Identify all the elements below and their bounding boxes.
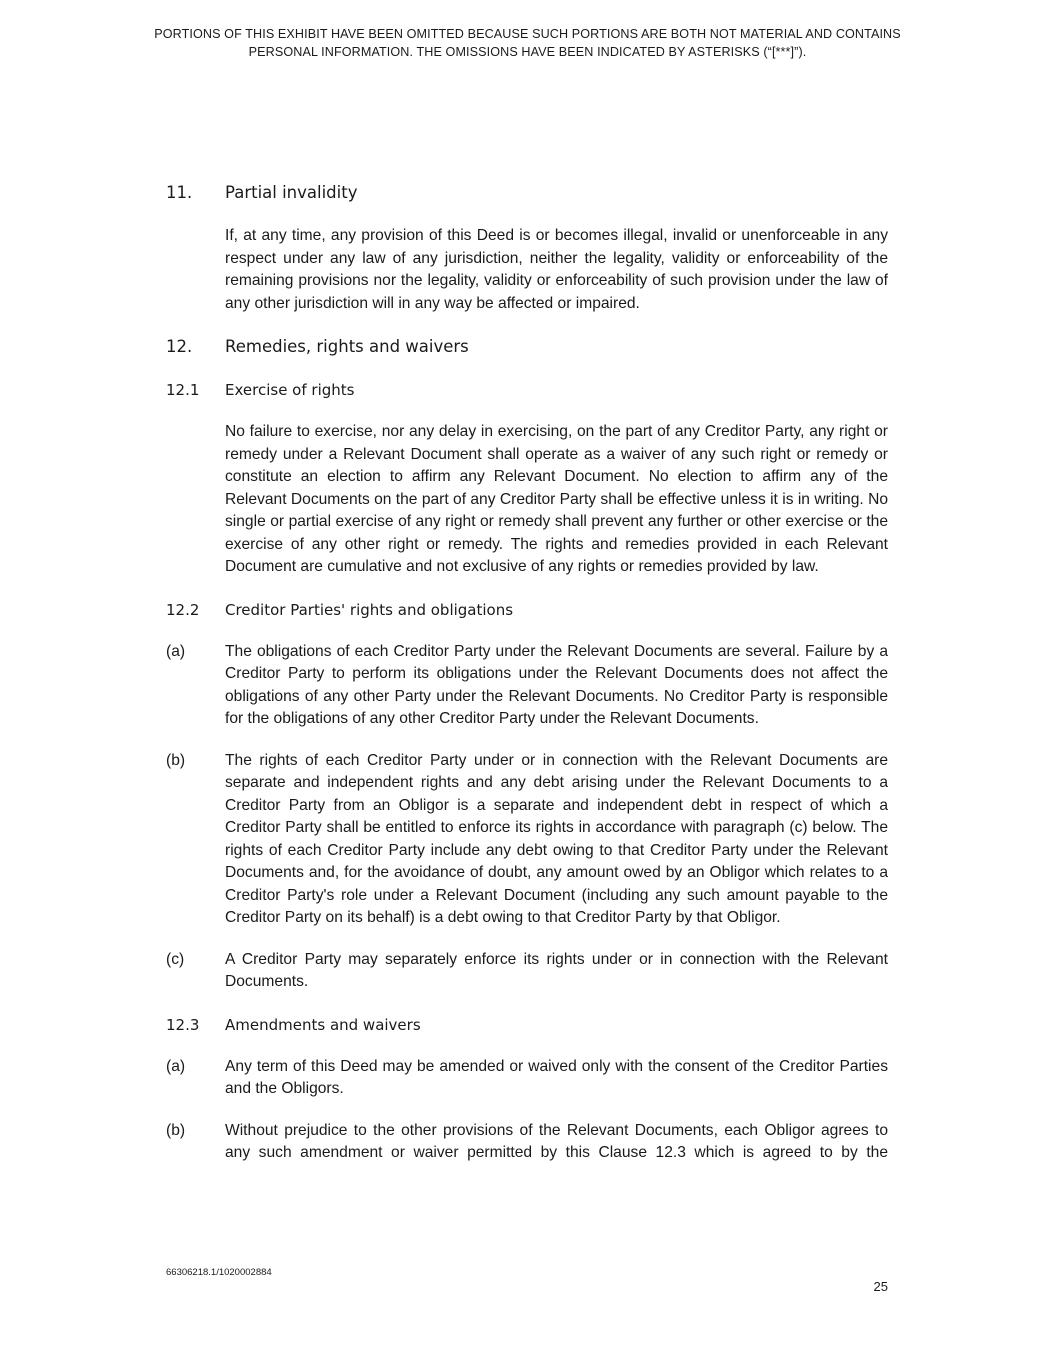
page-number: 25	[873, 1279, 888, 1294]
section-11-title: Partial invalidity	[225, 183, 358, 202]
clause-12-2-b-text: The rights of each Creditor Party under or in connection with the Relevant Documents are separate and independent rights and any debt arising under the Relevant Documents to a Creditor Party from an Obligor is a separate and independent debt in respect of which a Creditor Party shall be entitled to enforce its rights in accordance with paragraph (c) below. The rights of each Creditor Party include any debt owing to that Creditor Party under the Relevant Documents and, for the avoidance of doubt, any amount owed by an Obligor which relates to a Creditor Party's role under a Relevant Document (including any such amount payable to the Creditor Party on its behalf) is a debt owing to that Creditor Party by that Obligor.	[225, 751, 888, 926]
section-12-number: 12.	[166, 337, 193, 356]
section-12-title: Remedies, rights and waivers	[225, 337, 469, 356]
clause-12-2-c-text: A Creditor Party may separately enforce its rights under or in connection with the Relevant Documents.	[225, 950, 888, 990]
clause-12-2-b	[166, 750, 888, 930]
section-11-heading	[166, 181, 888, 205]
clause-12-2-a-label: (a)	[166, 642, 186, 660]
clause-12-2-c	[166, 949, 888, 994]
clause-12-2-c-label: (c)	[166, 950, 185, 968]
clause-12-1-title: Exercise of rights	[225, 381, 355, 399]
section-11-body: If, at any time, any provision of this Deed is or becomes illegal, invalid or unenforceable in any respect under any law of any jurisdiction, neither the legality, validity or enforceability of the remaining provisions nor the legality, validity or enforceability of such provision under the law of any other jurisdiction will in any way be affected or impaired.	[225, 227, 888, 312]
clause-12-3-a-label: (a)	[166, 1057, 186, 1075]
clause-12-1-number: 12.1	[166, 381, 200, 399]
clause-12-3-number: 12.3	[166, 1015, 200, 1034]
clause-12-2-a	[166, 641, 888, 731]
clause-12-1-body: No failure to exercise, nor any delay in exercising, on the part of any Creditor Party, any right or remedy under a Relevant Document shall operate as a waiver of any such right or remedy or constitute an election to affirm any Relevant Document. No election to affirm any of the Relevant Documents on the part of any Creditor Party shall be effective unless it is in writing. No single or partial exercise of any right or remedy shall prevent any further or other exercise or the exercise of any other right or remedy. The rights and remedies provided in each Relevant Document are cumulative and not exclusive of any rights or remedies provided by law.	[225, 423, 888, 575]
clause-12-2-a-text: The obligations of each Creditor Party under the Relevant Documents are several. Failure by a Creditor Party to perform its obligations under the Relevant Documents does not affect the obligations of any other Party under the Relevant Documents. No Creditor Party is responsible for the obligations of any other Creditor Party under the Relevant Documents.	[225, 642, 888, 727]
section-12-heading	[166, 335, 888, 359]
clause-12-1-heading	[166, 379, 888, 401]
clause-12-3-title: Amendments and waivers	[225, 1015, 421, 1034]
clause-12-3-a	[166, 1056, 888, 1101]
section-11-number: 11.	[166, 183, 193, 202]
clause-12-2-number: 12.2	[166, 600, 200, 619]
document-reference: 66306218.1/1020002884	[166, 1267, 272, 1278]
clause-12-2-b-label: (b)	[166, 751, 186, 769]
document-body	[166, 181, 888, 1165]
omission-notice: PORTIONS OF THIS EXHIBIT HAVE BEEN OMITTED BECAUSE SUCH PORTIONS ARE BOTH NOT MATERIAL AND CONTAINS PERSONAL INFORMATION. THE OMISSIONS HAVE BEEN INDICATED BY ASTERISKS (“[***]”).	[154, 27, 901, 59]
clause-12-2-title: Creditor Parties' rights and obligations	[225, 600, 514, 619]
clause-12-3-b-label: (b)	[166, 1121, 186, 1139]
clause-12-3-b-text: Without prejudice to the other provisions of the Relevant Documents, each Obligor agrees to any such amendment or waiver permitted by this Clause 12.3 which is agreed to by the	[225, 1121, 888, 1161]
clause-12-3-heading	[166, 1014, 888, 1036]
clause-12-3-a-text: Any term of this Deed may be amended or waived only with the consent of the Creditor Parties and the Obligors.	[225, 1057, 888, 1097]
clause-12-3-b	[166, 1120, 888, 1165]
clause-12-2-heading	[166, 599, 888, 621]
